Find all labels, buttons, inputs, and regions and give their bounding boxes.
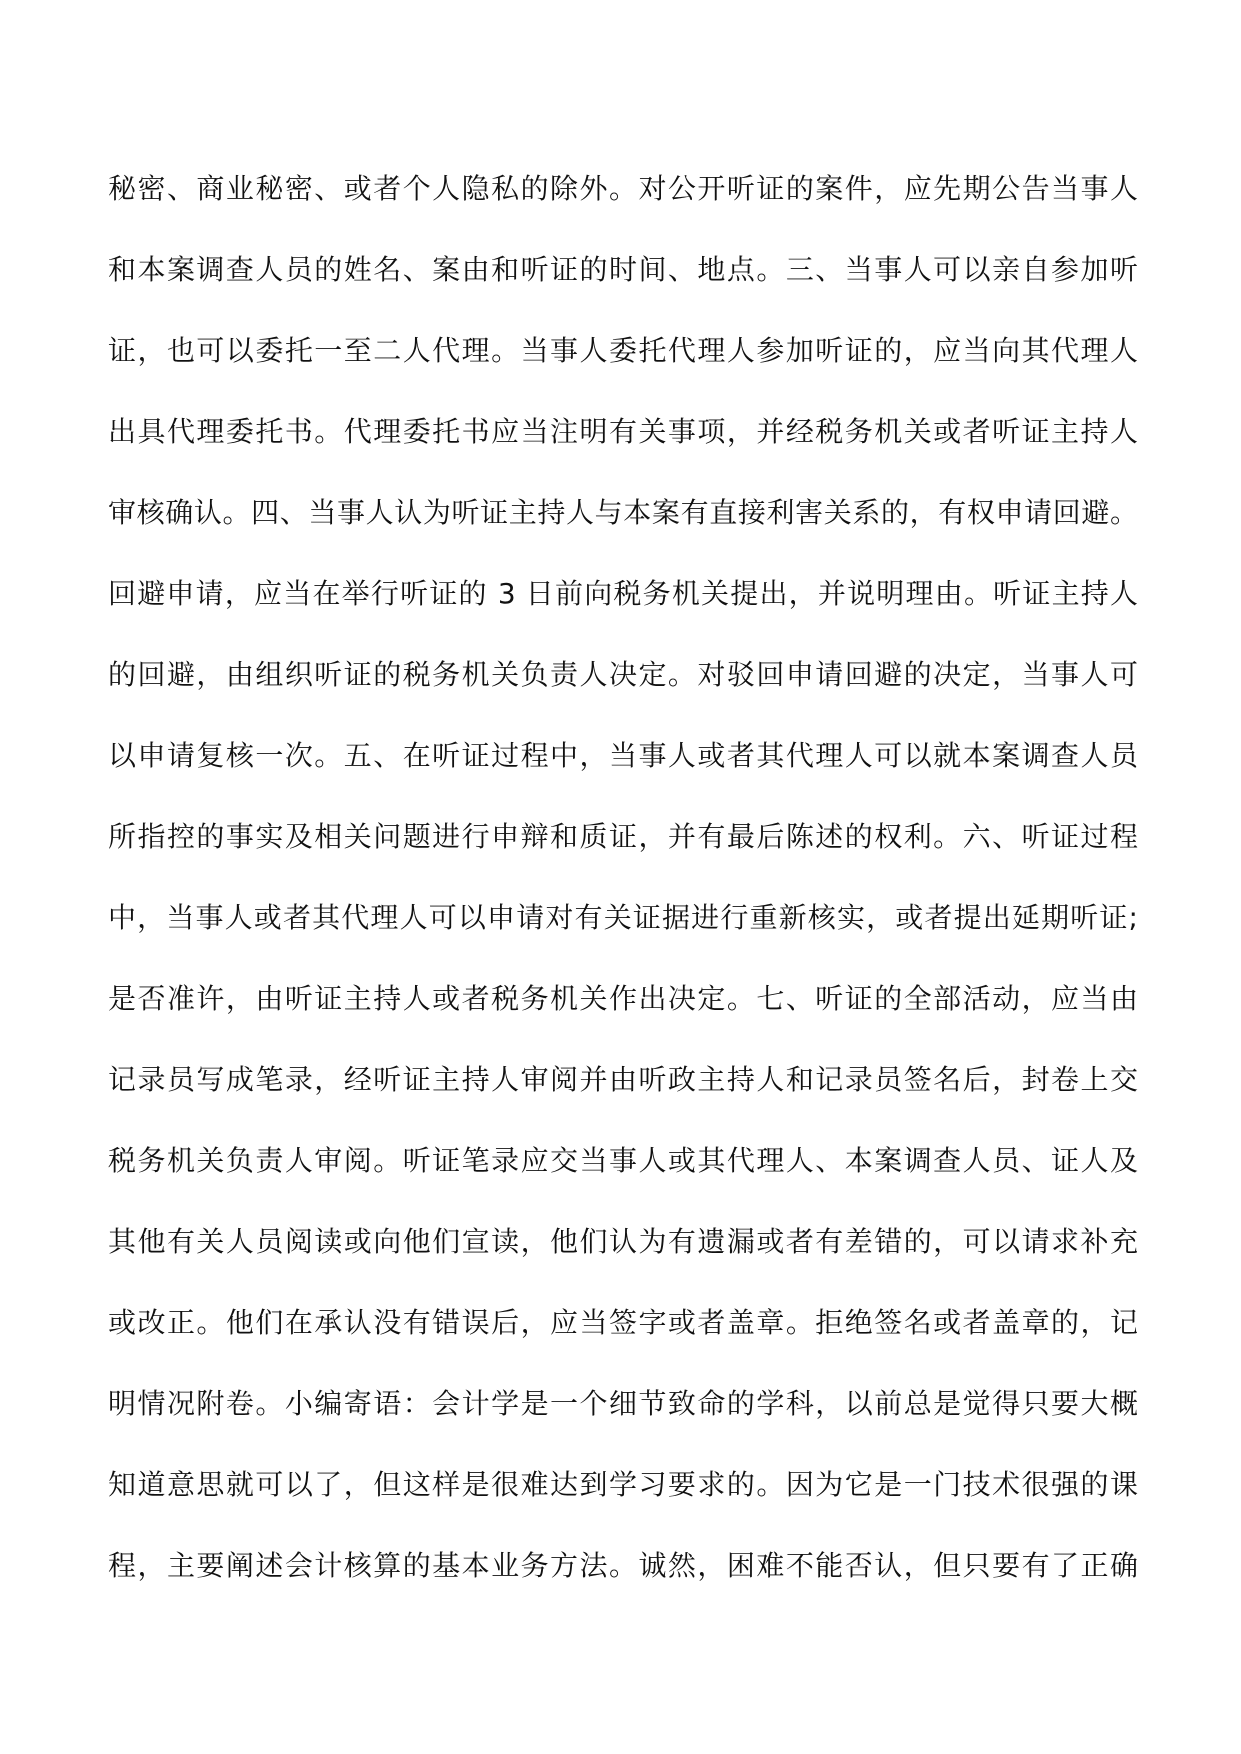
- text-line: 回避申请，应当在举行听证的 3 日前向税务机关提出，并说明理由。听证主持人: [108, 577, 1138, 610]
- text-line: 其他有关人员阅读或向他们宣读，他们认为有遗漏或者有差错的，可以请求补充: [108, 1225, 1138, 1258]
- text-line: 秘密、商业秘密、或者个人隐私的除外。对公开听证的案件，应先期公告当事人: [108, 172, 1138, 205]
- text-line: 税务机关负责人审阅。听证笔录应交当事人或其代理人、本案调查人员、证人及: [108, 1144, 1138, 1177]
- text-line: 或改正。他们在承认没有错误后，应当签字或者盖章。拒绝签名或者盖章的，记: [108, 1306, 1138, 1339]
- text-line: 以申请复核一次。五、在听证过程中，当事人或者其代理人可以就本案调查人员: [108, 739, 1138, 772]
- text-line: 和本案调查人员的姓名、案由和听证的时间、地点。三、当事人可以亲自参加听: [108, 253, 1138, 286]
- text-line: 知道意思就可以了，但这样是很难达到学习要求的。因为它是一门技术很强的课: [108, 1468, 1138, 1501]
- text-line: 的回避，由组织听证的税务机关负责人决定。对驳回申请回避的决定，当事人可: [108, 658, 1138, 691]
- text-line: 出具代理委托书。代理委托书应当注明有关事项，并经税务机关或者听证主持人: [108, 415, 1138, 448]
- text-line: 是否准许，由听证主持人或者税务机关作出决定。七、听证的全部活动，应当由: [108, 982, 1138, 1015]
- text-line: 记录员写成笔录，经听证主持人审阅并由听政主持人和记录员签名后，封卷上交: [108, 1063, 1138, 1096]
- body-text: [108, 160, 1138, 1618]
- text-line: 审核确认。四、当事人认为听证主持人与本案有直接利害关系的，有权申请回避。: [108, 496, 1138, 529]
- text-line: 所指控的事实及相关问题进行申辩和质证，并有最后陈述的权利。六、听证过程: [108, 820, 1138, 853]
- text-line: 明情况附卷。小编寄语：会计学是一个细节致命的学科，以前总是觉得只要大概: [108, 1387, 1138, 1420]
- text-line: 程，主要阐述会计核算的基本业务方法。诚然，困难不能否认，但只要有了正确: [108, 1549, 1138, 1582]
- text-line: 中，当事人或者其代理人可以申请对有关证据进行重新核实，或者提出延期听证;: [108, 901, 1138, 934]
- text-line: 证，也可以委托一至二人代理。当事人委托代理人参加听证的，应当向其代理人: [108, 334, 1138, 367]
